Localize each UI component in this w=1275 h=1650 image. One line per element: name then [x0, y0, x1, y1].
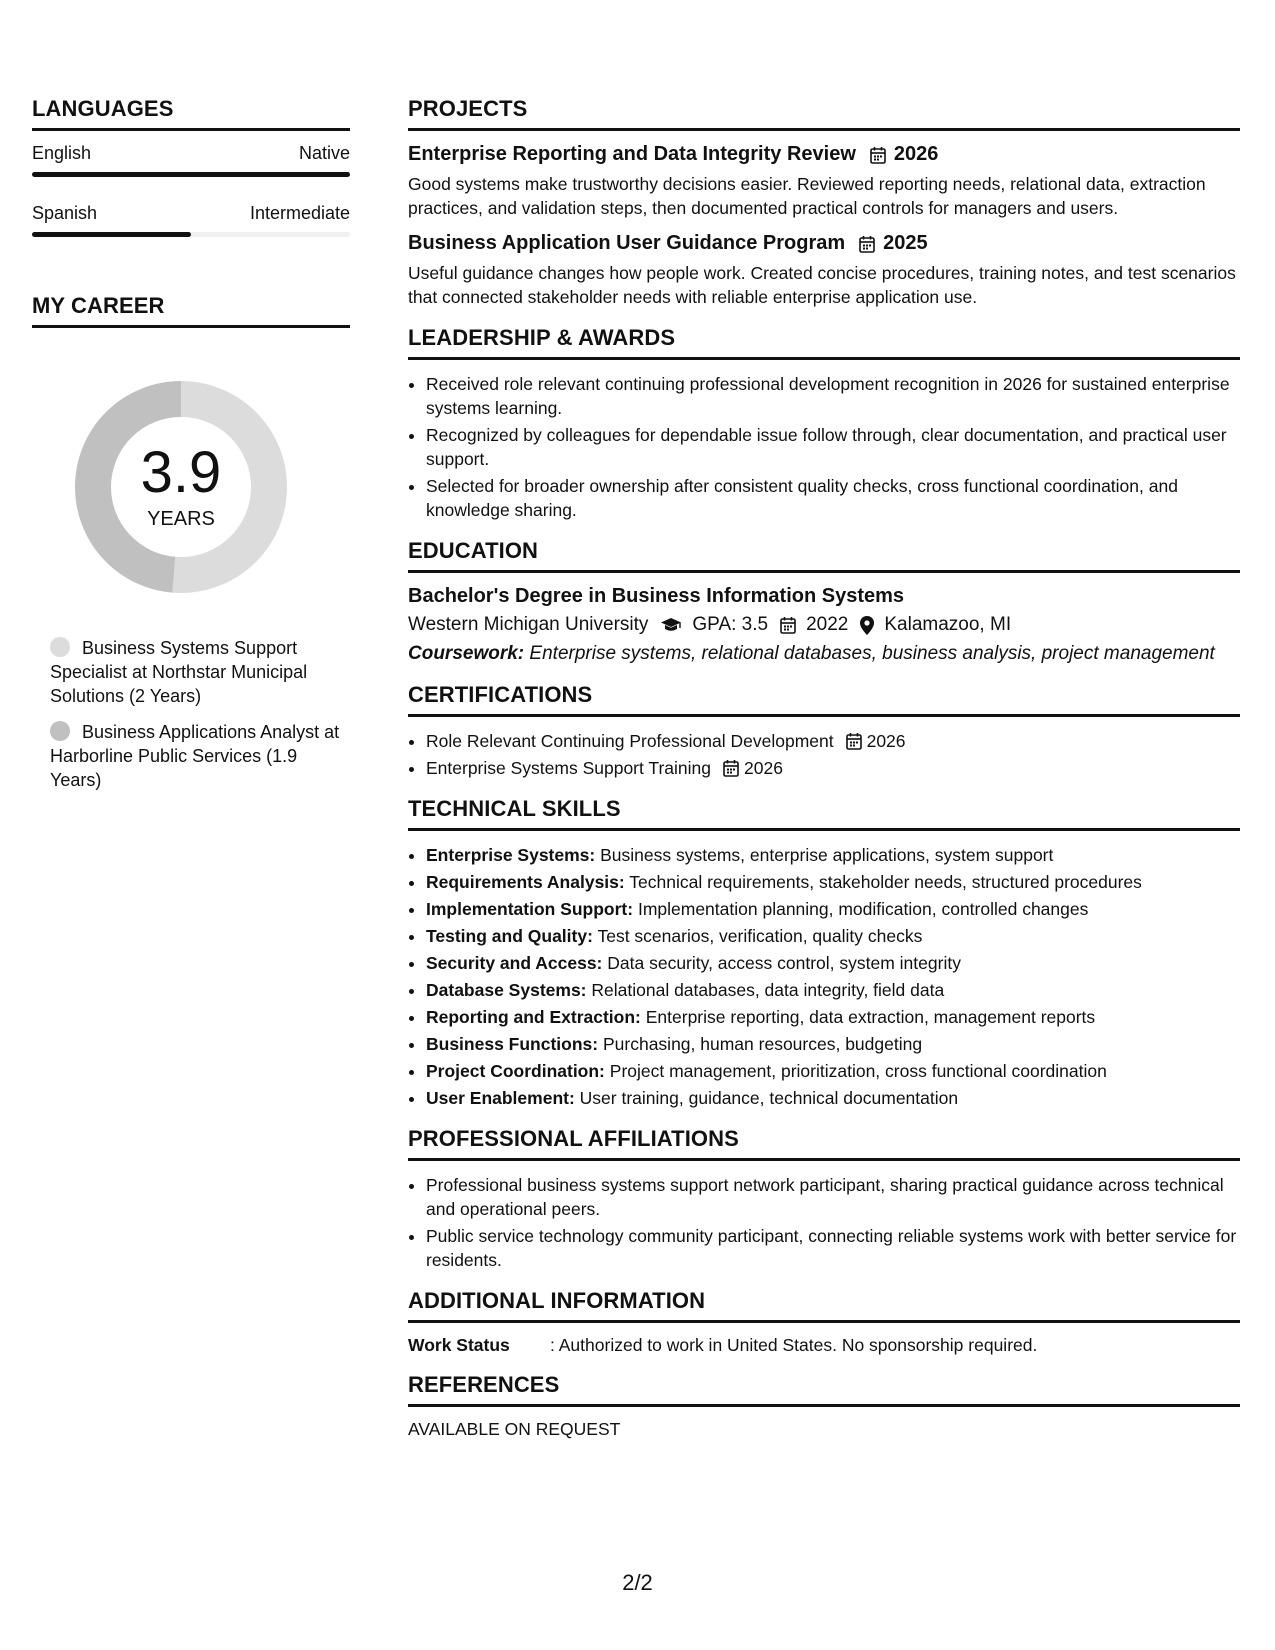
- list-item: • Selected for broader ownership after consistent quality checks, cross functional coordination, and knowledge sharing.: [426, 474, 1240, 522]
- gpa: GPA: 3.5: [692, 614, 769, 635]
- skills-section: [408, 796, 1240, 1110]
- affiliations-title: PROFESSIONAL AFFILIATIONS: [408, 1126, 1240, 1161]
- skill-item: [426, 951, 1240, 975]
- skill-item: [426, 897, 1240, 921]
- projects-title: PROJECTS: [408, 96, 1240, 131]
- education-title: EDUCATION: [408, 538, 1240, 573]
- right-column: [408, 96, 1240, 1456]
- career-title: MY CAREER: [32, 293, 350, 328]
- language-level-bar: [32, 232, 350, 237]
- references-title: REFERENCES: [408, 1372, 1240, 1407]
- additional-section: [408, 1288, 1240, 1356]
- skill-value: User training, guidance, technical documentation: [579, 1088, 959, 1108]
- skill-value: Enterprise reporting, data extraction, management reports: [645, 1007, 1096, 1027]
- school-location: Kalamazoo, MI: [884, 614, 1012, 635]
- skill-item: [426, 1032, 1240, 1056]
- language-level-bar: [32, 172, 350, 177]
- career-total-years: 3.9: [140, 439, 222, 505]
- career-donut-chart: [66, 372, 296, 602]
- languages-title: LANGUAGES: [32, 96, 350, 131]
- list-item: • Recognized by colleagues for dependable issue follow through, clear documentation, and practical user support.: [426, 423, 1240, 471]
- skill-value: Purchasing, human resources, budgeting: [602, 1034, 923, 1054]
- skill-label: User Enablement:: [426, 1088, 575, 1108]
- affiliations-section: [408, 1126, 1240, 1272]
- leadership-section: [408, 325, 1240, 522]
- coursework-label: Coursework:: [408, 643, 525, 664]
- additional-title: ADDITIONAL INFORMATION: [408, 1288, 1240, 1323]
- skill-value: Test scenarios, verification, quality checks: [597, 926, 923, 946]
- career-total-unit: YEARS: [147, 507, 215, 530]
- project-item: [408, 143, 1240, 220]
- language-level: Native: [298, 143, 350, 163]
- language-item: [32, 143, 350, 177]
- skill-label: Requirements Analysis:: [426, 872, 625, 892]
- degree: Bachelor's Degree in Business Information Systems: [408, 585, 905, 607]
- list-item: • Professional business systems support network participant, sharing practical guidance across technical and operational peers.: [426, 1173, 1240, 1221]
- certification-name: Enterprise Systems Support Training: [426, 758, 711, 778]
- project-year: 2025: [883, 232, 928, 254]
- languages-section: [32, 96, 350, 237]
- project-title: Enterprise Reporting and Data Integrity Review: [408, 143, 856, 165]
- skill-item: [426, 1059, 1240, 1083]
- skill-value: Implementation planning, modification, controlled changes: [637, 899, 1089, 919]
- list-item: • Public service technology community participant, connecting reliable systems work with better service for residents.: [426, 1224, 1240, 1272]
- skill-item: [426, 1005, 1240, 1029]
- calendar-icon: [723, 759, 739, 777]
- list-item: [426, 729, 1240, 753]
- career-legend-item: [50, 720, 340, 792]
- skill-value: Relational databases, data integrity, field data: [591, 980, 945, 1000]
- certifications-section: [408, 682, 1240, 780]
- graduation-year: 2022: [806, 614, 849, 635]
- skill-value: Business systems, enterprise applications, system support: [600, 845, 1054, 865]
- list-item: [426, 756, 1240, 780]
- certification-name: Role Relevant Continuing Professional Development: [426, 731, 834, 751]
- career-legend: [50, 636, 340, 792]
- skills-title: TECHNICAL SKILLS: [408, 796, 1240, 831]
- project-description: Useful guidance changes how people work. Created concise procedures, training notes, and test scenarios that connected stakeholder needs with reliable enterprise application use.: [408, 263, 1236, 307]
- calendar-icon: [870, 146, 886, 164]
- language-level-fill: [32, 172, 350, 177]
- language-item: [32, 203, 350, 237]
- education-section: [408, 538, 1240, 666]
- work-status-value: : Authorized to work in United States. No sponsorship required.: [550, 1335, 1038, 1355]
- legend-dot: [50, 721, 70, 741]
- skill-item: [426, 1086, 1240, 1110]
- calendar-icon: [780, 616, 796, 634]
- map-pin-icon: [860, 616, 874, 635]
- calendar-icon: [846, 732, 862, 750]
- calendar-icon: [859, 235, 875, 253]
- certifications-title: CERTIFICATIONS: [408, 682, 1240, 717]
- language-name: English: [32, 143, 92, 163]
- skill-label: Security and Access:: [426, 953, 603, 973]
- graduation-cap-icon: [660, 617, 682, 633]
- coursework: [408, 642, 1240, 666]
- skill-label: Testing and Quality:: [426, 926, 593, 946]
- skill-item: [426, 870, 1240, 894]
- project-title: Business Application User Guidance Program: [408, 232, 846, 254]
- references-text: AVAILABLE ON REQUEST: [408, 1419, 621, 1439]
- project-description: Good systems make trustworthy decisions easier. Reviewed reporting needs, relational data, extraction practices, and validation steps, then documented practical controls for managers and users.: [408, 174, 1206, 218]
- work-status-label: Work Status: [408, 1335, 510, 1355]
- skill-value: Project management, prioritization, cross functional coordination: [609, 1061, 1107, 1081]
- skill-value: Technical requirements, stakeholder needs, structured procedures: [629, 872, 1142, 892]
- left-column: [32, 96, 350, 804]
- career-legend-item: [50, 636, 340, 708]
- legend-dot: [50, 637, 70, 657]
- page-number: 2/2: [622, 1570, 653, 1595]
- language-level: Intermediate: [249, 203, 350, 223]
- skill-label: Business Functions:: [426, 1034, 599, 1054]
- skill-item: [426, 843, 1240, 867]
- references-section: [408, 1372, 1240, 1440]
- skill-item: [426, 924, 1240, 948]
- career-role: Business Applications Analyst at Harborline Public Services (1.9 Years): [50, 722, 340, 790]
- certification-year: 2026: [866, 731, 906, 751]
- project-year: 2026: [893, 143, 939, 165]
- skill-label: Reporting and Extraction:: [426, 1007, 641, 1027]
- leadership-title: LEADERSHIP & AWARDS: [408, 325, 1240, 360]
- skill-label: Database Systems:: [426, 980, 587, 1000]
- list-item: • Received role relevant continuing professional development recognition in 2026 for sustained enterprise systems learning.: [426, 372, 1240, 420]
- coursework-text: Enterprise systems, relational databases, business analysis, project management: [529, 643, 1215, 664]
- skill-label: Enterprise Systems:: [426, 845, 596, 865]
- skill-label: Project Coordination:: [426, 1061, 605, 1081]
- career-role: Business Systems Support Specialist at Northstar Municipal Solutions (2 Years): [50, 638, 308, 706]
- certification-year: 2026: [744, 758, 783, 778]
- projects-section: [408, 96, 1240, 309]
- skill-label: Implementation Support:: [426, 899, 634, 919]
- school: Western Michigan University: [408, 614, 649, 635]
- language-level-fill: [32, 232, 191, 237]
- language-name: Spanish: [32, 203, 98, 223]
- project-item: [408, 232, 1240, 309]
- career-section: [32, 293, 350, 792]
- skill-value: Data security, access control, system integrity: [607, 953, 961, 973]
- skill-item: [426, 978, 1240, 1002]
